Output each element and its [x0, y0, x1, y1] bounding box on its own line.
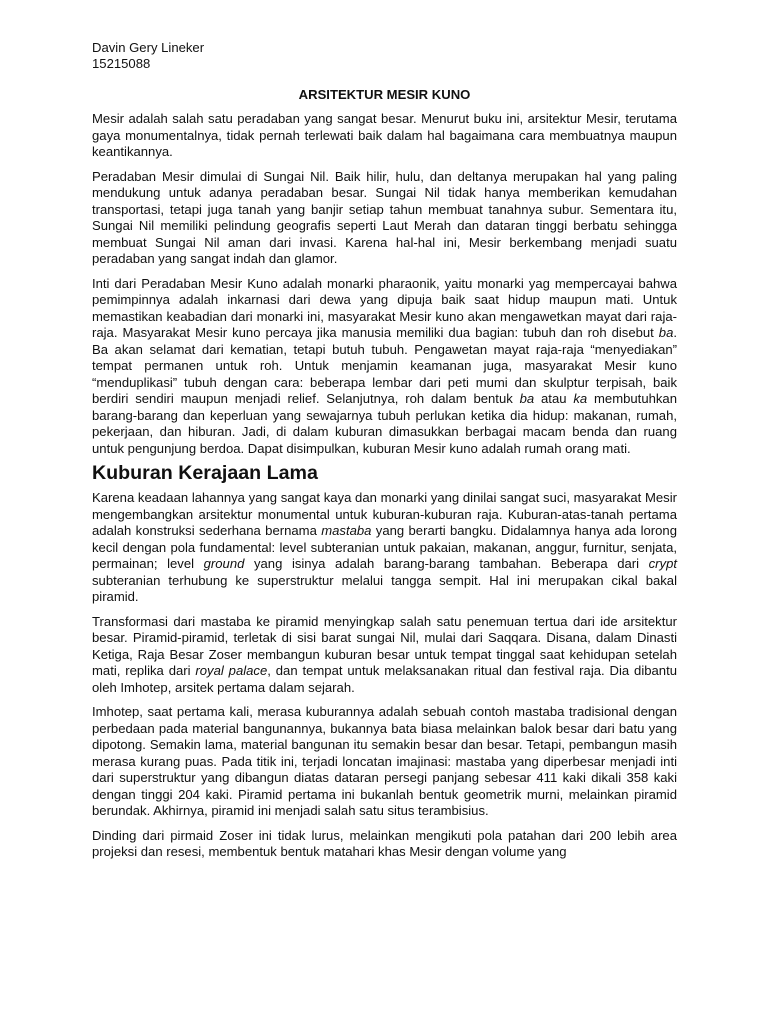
text-run: Karena keadaan lahannya yang sangat kaya dan monarki yang dinilai sangat suci, masyarakat Mesir mengembangkan arsitektur monumental untuk kuburan-kuburan raja. Kuburan-atas-tanah pertama adalah konstruksi sederhana bernama — [92, 490, 677, 538]
author-id: 15215088 — [92, 56, 151, 71]
paragraph-intro: Mesir adalah salah satu peradaban yang sangat besar. Menurut buku ini, arsitektur Mesir, terutama gaya monumentalnya, tidak pernah terlewati baik dalam hal bagaimana cara membuatnya maupun keantikannya. — [92, 111, 677, 159]
paragraph-zoser-wall: Dinding dari pirmaid Zoser ini tidak lurus, melainkan mengikuti pola patahan dari 200 lebih area projeksi dan resesi, membentuk bentuk matahari khas Mesir dengan volume yang — [92, 827, 677, 859]
italic-term-ba: ba — [519, 391, 535, 406]
document-title: ARSITEKTUR MESIR KUNO — [298, 87, 471, 102]
paragraph-transformation — [92, 614, 677, 697]
text-run: , dan tempat untuk melaksanakan ritual dan festival raja. Dia dibantu oleh Imhotep, arsitek pertama dalam sejarah. — [92, 663, 677, 695]
text-run: Transformasi dari mastaba ke piramid menyingkap salah satu penemuan tertua dari ide arsitektur besar. Piramid-piramid, terletak di sisi barat sungai Nil, mulai dari Saqqara. Disana, dalam Dinasti Ketiga, Raja Besar Zoser membangun kuburan besar untuk tempat tinggal saat kehidupan setelah mati, replika dari — [92, 613, 677, 678]
italic-term-ground: ground — [203, 556, 245, 571]
paragraph-imhotep: Imhotep, saat pertama kali, merasa kuburannya adalah sebuah contoh mastaba tradisional dengan perbedaan pada material bangunannya, bukannya bata biasa melainkan balok besar dari batu yang dipotong. Semakin lama, material bangunan itu semakin besar dan besar. Tetapi, pembangun masih merasa kurang puas. Pada titik ini, terjadi loncatan imajinasi: mastaba yang diperbesar menjadi inti dari superstruktur yang dibangun diatas dataran persegi panjang sebesar 411 kaki dikali 358 kaki dengan tinggi 204 kaki. Piramid pertama ini bukanlah bentuk geometrik murni, melainkan piramid berundak. Akhirnya, piramid ini menjadi salah satu situs terambisius. — [92, 704, 677, 818]
author-name: Davin Gery Lineker — [92, 40, 205, 55]
italic-term-ka: ka — [573, 391, 588, 406]
paragraph-nile: Peradaban Mesir dimulai di Sungai Nil. Baik hilir, hulu, dan deltanya merupakan hal yang paling mendukung untuk adanya peradaban besar. Sungai Nil tidak hanya memberikan kemudahan transportasi, tetapi juga tanah yang banjir setiap tahun membuat tanahnya subur. Sementara itu, Sungai Nil memiliki pelindung geografis seperti Laut Merah dan dataran tinggi berbatu sehingga membuat Sungai Nil aman dari invasi. Karena hal-hal ini, Mesir berkembang menjadi suatu peradaban yang sangat indah dan glamor. — [92, 168, 677, 266]
italic-term-mastaba: mastaba — [321, 523, 372, 538]
italic-term-crypt: crypt — [648, 556, 677, 571]
paragraph-mastaba — [92, 490, 677, 606]
text-run: membutuhkan barang-barang dan keperluan yang sewajarnya tubuh perlukan ketika dia hidup: makanan, rumah, pekerjaan, dan hiburan. Jadi, di dalam kuburan dimasukkan berbagai macam benda dan ruang untuk pengunjung berdoa. Dapat disimpulkan, kuburan Mesir kuno adalah rumah orang mati. — [92, 391, 677, 456]
paragraph-monarchy — [92, 276, 677, 458]
text-run: subteranian terhubung ke superstruktur melalui tangga sempit. Hal ini merupakan cikal bakal piramid. — [92, 572, 677, 604]
document-page — [92, 40, 677, 869]
text-run: yang berarti bangku. Didalamnya hanya ada lorong kecil dengan pola fundamental: level subteranian untuk pakaian, makanan, anggur, furnitur, senjata, permainan; level — [92, 523, 677, 571]
italic-term-ba: ba — [658, 325, 674, 340]
text-run: . Ba akan selamat dari kematian, tetapi butuh tubuh. Pengawetan mayat raja-raja “menyediakan” tempat permanen untuk roh. Untuk menjamin keamanan juga, masyarakat Mesir kuno “menduplikasi” tubuh dengan cara: beberapa lembar dari peti mumi dan skulptur terpisah, baik berdiri sendiri maupun menjadi relief. Selanjutnya, roh dalam bentuk — [92, 325, 677, 406]
italic-term-royal-palace: royal palace — [195, 663, 268, 678]
text-run: yang isinya adalah barang-barang tambahan. Beberapa dari — [244, 556, 649, 571]
text-run: atau — [534, 391, 574, 406]
section-heading: Kuburan Kerajaan Lama — [92, 462, 318, 484]
text-run: Inti dari Peradaban Mesir Kuno adalah monarki pharaonik, yaitu monarki yag mempercayai bahwa pemimpinnya adalah inkarnasi dari dewa yang dipuja baik saat hidup maupun mati. Untuk memastikan keabadian dari monarki ini, masyarakat Mesir kuno akan mengawetkan mayat dari raja-raja. Masyarakat Mesir kuno percaya jika manusia memiliki dua bagian: tubuh dan roh disebut — [92, 275, 677, 340]
